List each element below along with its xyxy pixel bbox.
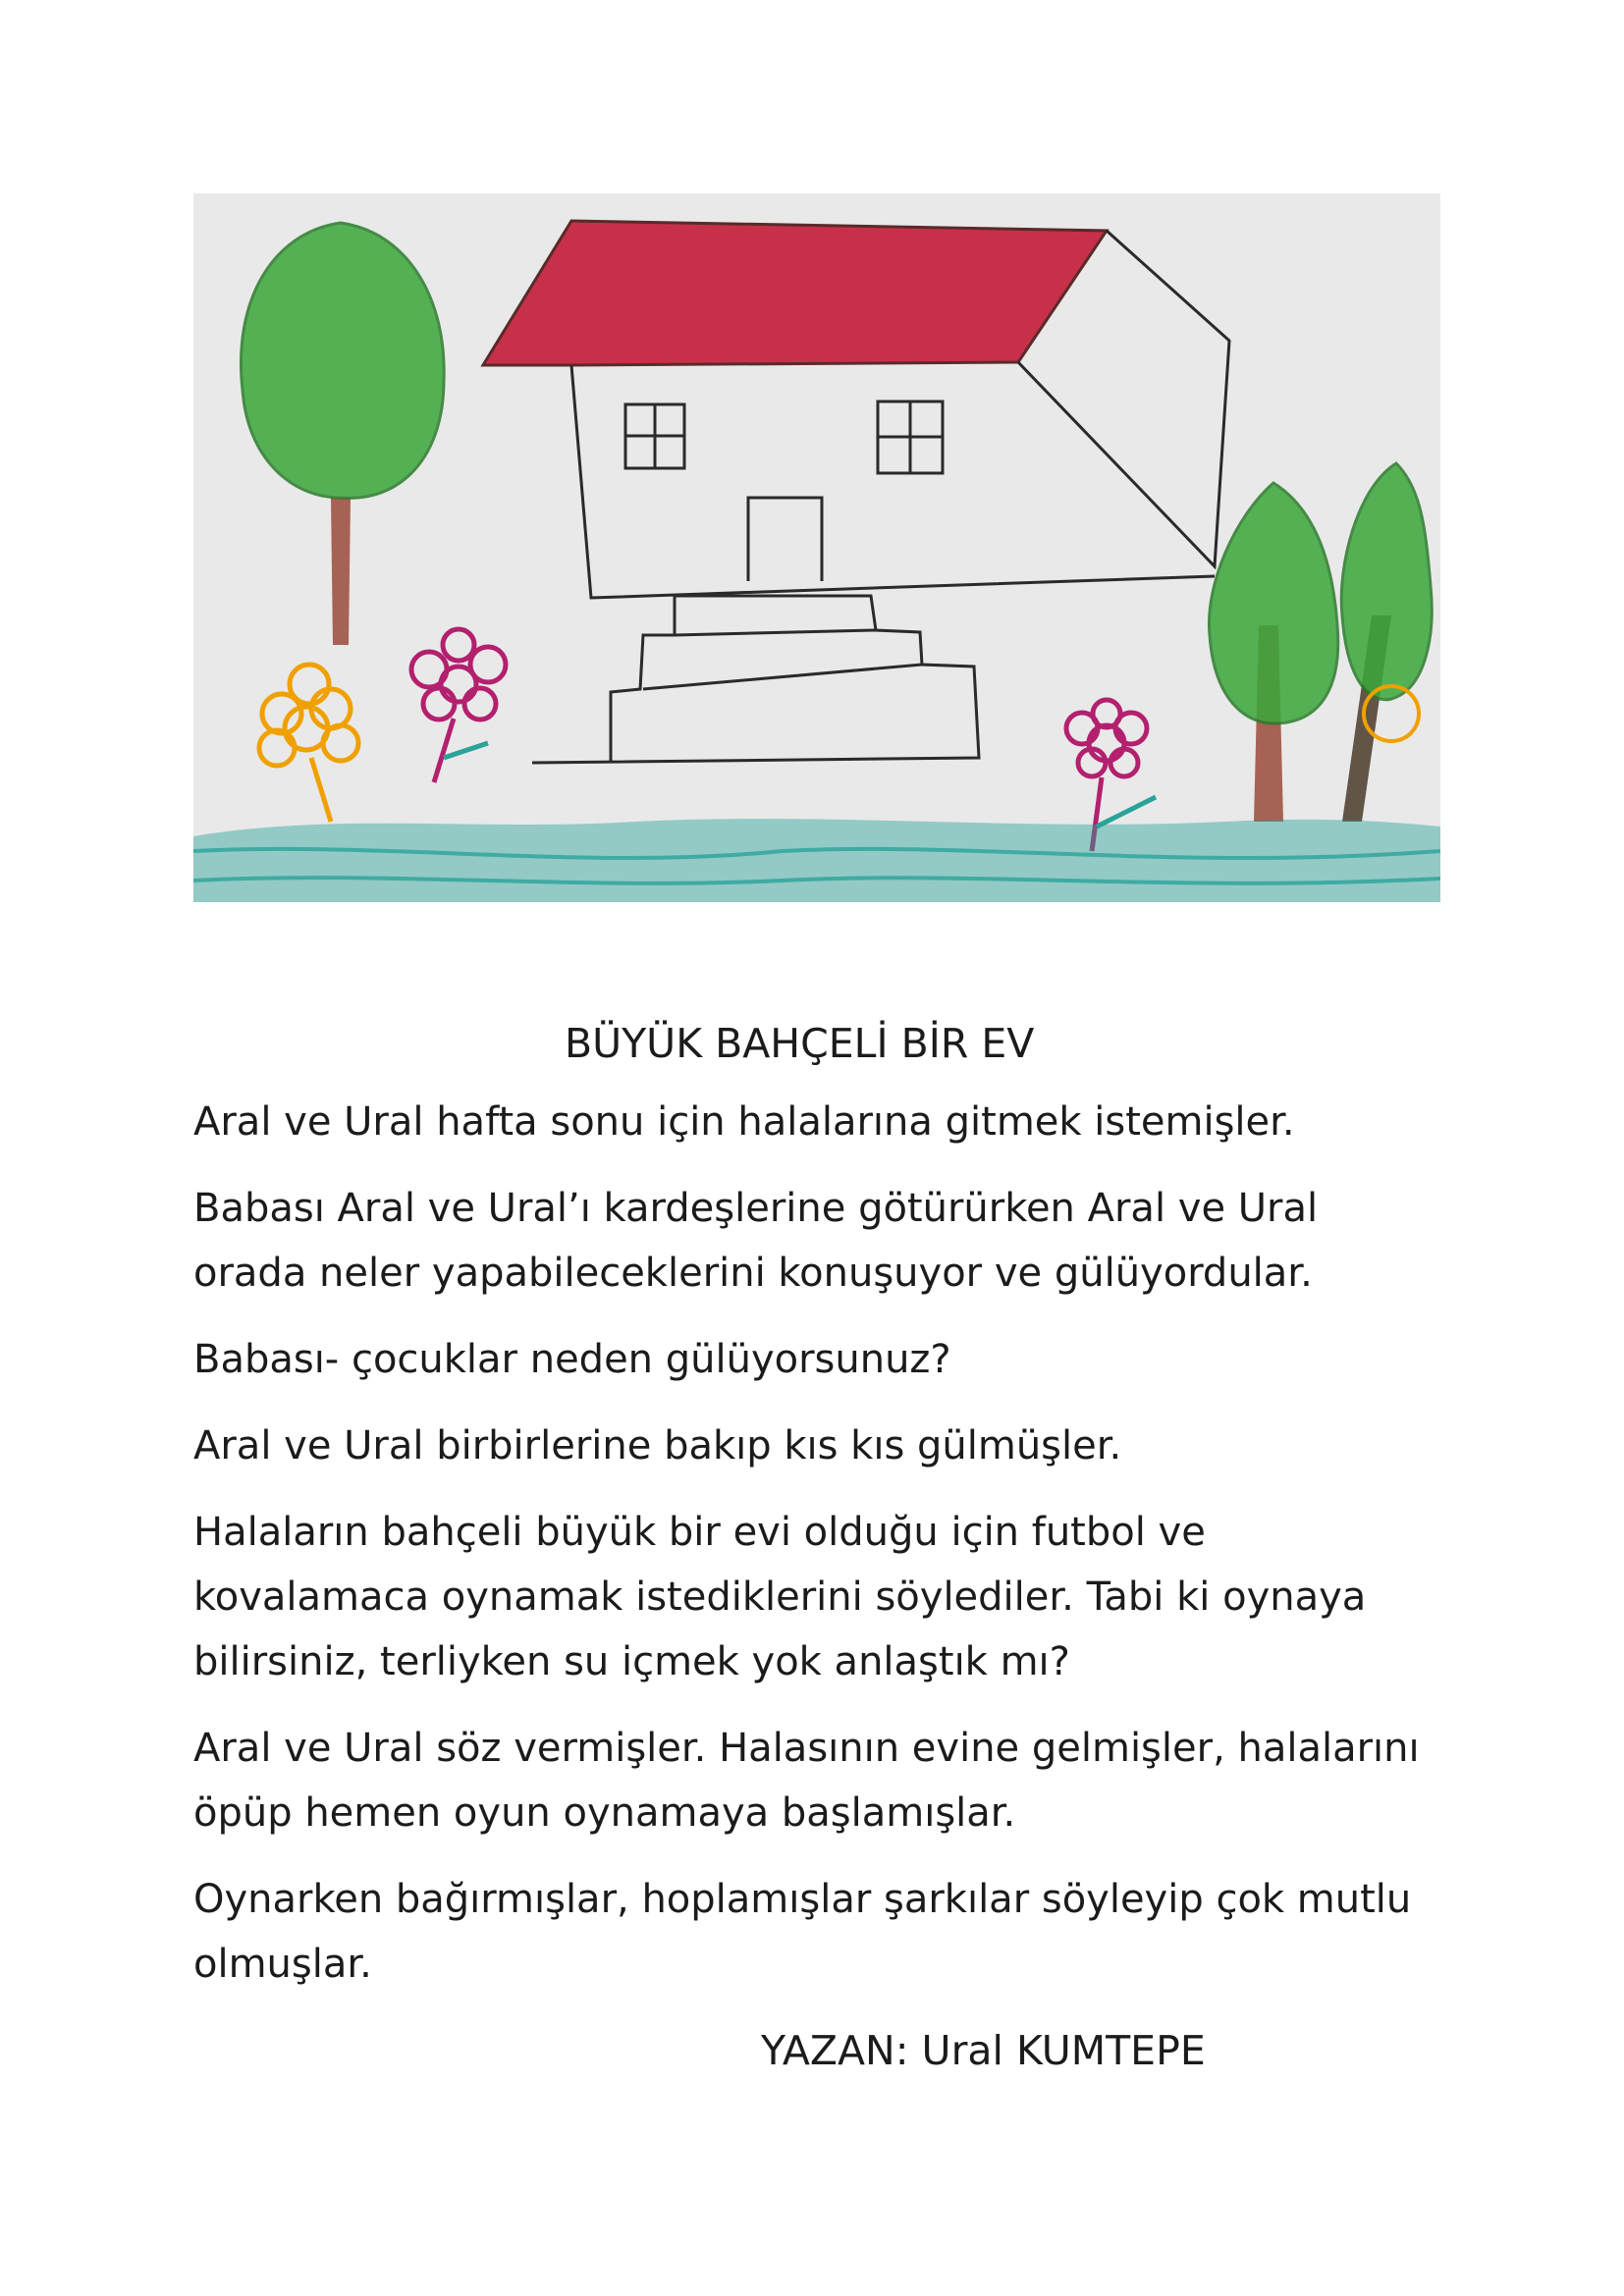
story-text (193, 1011, 1460, 2083)
paragraph-line: Babası- çocuklar neden gülüyorsunuz? (193, 1337, 951, 1382)
paragraph-line: Aral ve Ural hafta sonu için halalarına gitmek istemişler. (193, 1099, 1295, 1145)
author-credit: YAZAN: Ural KUMTEPE (761, 2027, 1206, 2074)
paragraph-1 (193, 1090, 1460, 1154)
paragraph-line: Aral ve Ural birbirlerine bakıp kıs kıs gülmüşler. (193, 1423, 1122, 1468)
paragraph-2 (193, 1176, 1460, 1306)
grass (193, 819, 1440, 902)
paragraph-line: Babası Aral ve Ural’ı kardeşlerine götürürken Aral ve Ural (193, 1186, 1319, 1231)
house-roof (483, 221, 1107, 365)
paragraph-5 (193, 1500, 1460, 1694)
paragraph-line: orada neler yapabileceklerini konuşuyor ve gülüyordular. (193, 1251, 1313, 1296)
paragraph-line: Halaların bahçeli büyük bir evi olduğu için futbol ve (193, 1510, 1206, 1555)
grass-fill (193, 819, 1440, 902)
child-drawing (193, 193, 1440, 902)
story-title: BÜYÜK BAHÇELİ BİR EV (565, 1020, 1035, 1067)
paragraph-line: olmuşlar. (193, 1942, 372, 1987)
paragraph-line: Oynarken bağırmışlar, hoplamışlar şarkılar söyleyip çok mutlu (193, 1877, 1412, 1922)
paragraph-3 (193, 1327, 1460, 1392)
paragraph-line: bilirsiniz, terliyken su içmek yok anlaştık mı? (193, 1639, 1070, 1684)
paragraph-4 (193, 1414, 1460, 1478)
left-tree-trunk (331, 498, 351, 645)
paragraph-6 (193, 1716, 1460, 1845)
paragraph-line: Aral ve Ural söz vermişler. Halasının evine gelmişler, halalarını (193, 1726, 1420, 1771)
paragraph-line: öpüp hemen oyun oynamaya başlamışlar. (193, 1790, 1016, 1836)
paragraph-7 (193, 1867, 1460, 1997)
paragraph-line: kovalamaca oynamak istediklerini söylediler. Tabi ki oynaya (193, 1575, 1367, 1620)
